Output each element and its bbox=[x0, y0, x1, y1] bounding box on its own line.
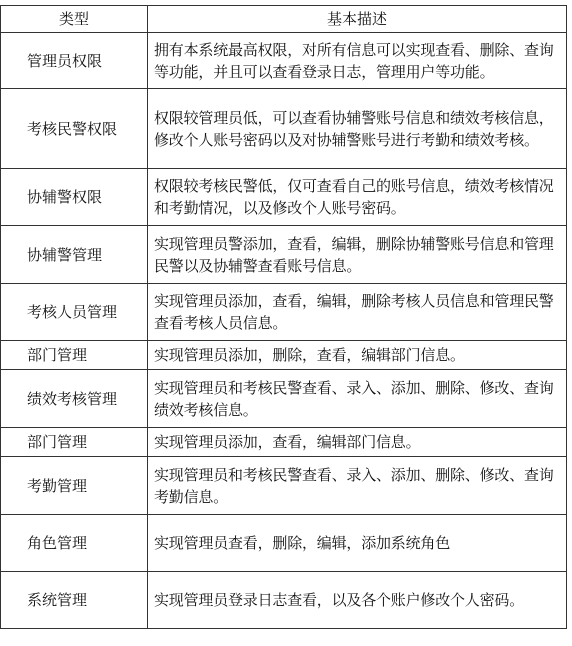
table-row bbox=[1, 89, 567, 169]
permissions-table bbox=[0, 5, 567, 629]
row-type: 考核民警权限 bbox=[1, 89, 148, 169]
table-row bbox=[1, 226, 567, 284]
table-row bbox=[1, 169, 567, 226]
row-type: 协辅警管理 bbox=[1, 226, 148, 284]
row-type: 绩效考核管理 bbox=[1, 370, 148, 428]
row-type: 管理员权限 bbox=[1, 33, 148, 89]
row-type: 部门管理 bbox=[1, 341, 148, 370]
row-description: 实现管理员添加，删除，查看，编辑部门信息。 bbox=[148, 341, 567, 370]
table-row bbox=[1, 515, 567, 572]
row-description: 实现管理员和考核民警查看、录入、添加、删除、修改、查询绩效考核信息。 bbox=[148, 370, 567, 428]
row-description: 实现管理员和考核民警查看、录入、添加、删除、修改、查询考勤信息。 bbox=[148, 457, 567, 515]
header-description: 基本描述 bbox=[148, 6, 567, 33]
table-row bbox=[1, 370, 567, 428]
row-type: 考核人员管理 bbox=[1, 284, 148, 341]
row-type: 协辅警权限 bbox=[1, 169, 148, 226]
row-description: 拥有本系统最高权限，对所有信息可以实现查看、删除、查询等功能，并且可以查看登录日志，管理用户等功能。 bbox=[148, 33, 567, 89]
table-header-row bbox=[1, 6, 567, 33]
row-type: 考勤管理 bbox=[1, 457, 148, 515]
table-row bbox=[1, 428, 567, 457]
row-description: 权限较考核民警低，仅可查看自己的账号信息，绩效考核情况和考勤情况，以及修改个人账号密码。 bbox=[148, 169, 567, 226]
row-type: 角色管理 bbox=[1, 515, 148, 572]
table-row bbox=[1, 572, 567, 629]
row-description: 实现管理员警添加，查看，编辑，删除协辅警账号信息和管理民警以及协辅警查看账号信息。 bbox=[148, 226, 567, 284]
row-description: 实现管理员登录日志查看，以及各个账户修改个人密码。 bbox=[148, 572, 567, 629]
table-row bbox=[1, 341, 567, 370]
table-row bbox=[1, 457, 567, 515]
row-type: 系统管理 bbox=[1, 572, 148, 629]
table-row bbox=[1, 33, 567, 89]
row-type: 部门管理 bbox=[1, 428, 148, 457]
header-type: 类型 bbox=[1, 6, 148, 33]
table-row bbox=[1, 284, 567, 341]
row-description: 权限较管理员低，可以查看协辅警账号信息和绩效考核信息，修改个人账号密码以及对协辅警账号进行考勤和绩效考核。 bbox=[148, 89, 567, 169]
row-description: 实现管理员查看，删除，编辑，添加系统角色 bbox=[148, 515, 567, 572]
row-description: 实现管理员添加，查看，编辑，删除考核人员信息和管理民警查看考核人员信息。 bbox=[148, 284, 567, 341]
row-description: 实现管理员添加，查看，编辑部门信息。 bbox=[148, 428, 567, 457]
